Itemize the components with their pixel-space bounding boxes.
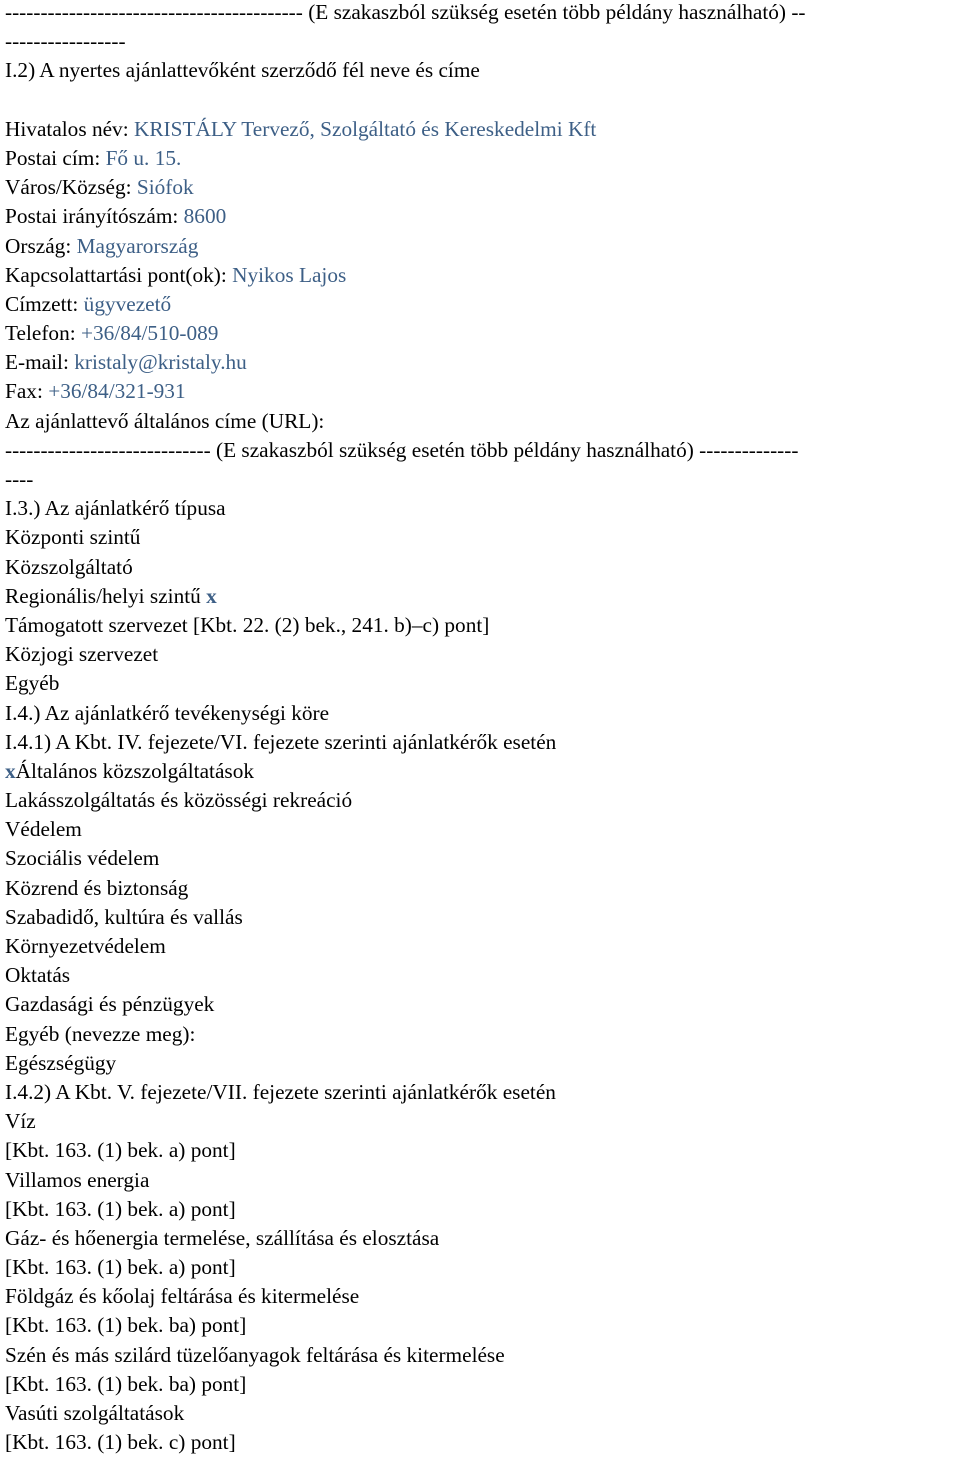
item-text: Központi szintű — [5, 525, 141, 550]
contracting-type-item — [5, 523, 957, 552]
field-url-label: Az ajánlattevő általános címe (URL): — [5, 408, 325, 433]
field-value: ügyvezető — [83, 291, 172, 316]
separator-line: ------------------------------------------ (E szakaszból szükség esetén több példány használható) -- — [5, 0, 806, 24]
field-label: E-mail: — [5, 350, 75, 375]
item-text: Általános közszolgáltatások — [15, 758, 254, 783]
contracting-type-item — [5, 640, 957, 669]
utility-activity-ref: [Kbt. 163. (1) bek. a) pont] — [5, 1138, 236, 1163]
activity-item: Egészségügy — [5, 1050, 117, 1075]
separator-line-continuation: ----------------- — [5, 29, 126, 54]
blank-line — [5, 86, 957, 115]
section-heading-i3: I.3.) Az ajánlatkérő típusa — [5, 496, 226, 521]
field-value: KRISTÁLY Tervező, Szolgáltató és Kereskedelmi Kft — [133, 116, 597, 141]
field-value: +36/84/321-931 — [48, 379, 186, 404]
activity-item: Közrend és biztonság — [5, 875, 189, 900]
activity-item: Szociális védelem — [5, 846, 160, 871]
utility-activity-name: Földgáz és kőolaj feltárása és kitermelése — [5, 1284, 360, 1309]
contracting-type-item-selected — [5, 582, 957, 611]
field-contact-point — [5, 261, 957, 290]
utility-activity-name: Gáz- és hőenergia termelése, szállítása és elosztása — [5, 1225, 440, 1250]
utility-activity-name: Víz — [5, 1109, 36, 1134]
document-page — [5, 0, 957, 1457]
section-heading-i4: I.4.) Az ajánlatkérő tevékenységi köre — [5, 700, 330, 725]
activity-item: Lakásszolgáltatás és közösségi rekreáció — [5, 788, 353, 813]
field-label: Város/Község: — [5, 175, 137, 200]
item-text: Támogatott szervezet [Kbt. 22. (2) bek., 241. b)–c) pont] — [5, 612, 490, 637]
field-label: Telefon: — [5, 321, 81, 346]
contracting-type-item — [5, 611, 957, 640]
utility-activity-name: Szén és más szilárd tüzelőanyagok feltárása és kitermelése — [5, 1342, 505, 1367]
item-text: Közjogi szervezet — [5, 642, 159, 667]
activity-item: Védelem — [5, 817, 82, 842]
subsection-heading-i42: I.4.2) A Kbt. V. fejezete/VII. fejezete szerinti ajánlatkérők esetén — [5, 1079, 556, 1104]
subsection-heading-i41: I.4.1) A Kbt. IV. fejezete/VI. fejezete szerinti ajánlatkérők esetén — [5, 729, 557, 754]
field-fax — [5, 377, 957, 406]
field-label: Ország: — [5, 233, 77, 258]
field-value: Siófok — [136, 175, 194, 200]
field-value: Magyarország — [76, 233, 199, 258]
item-text: Egyéb — [5, 671, 60, 696]
field-label: Fax: — [5, 379, 49, 404]
field-country — [5, 232, 957, 261]
field-label: Postai irányítószám: — [5, 204, 184, 229]
field-email — [5, 348, 957, 377]
field-value: Fő u. 15. — [105, 145, 182, 170]
item-text: Közszolgáltató — [5, 554, 133, 579]
utility-activity-ref: [Kbt. 163. (1) bek. c) pont] — [5, 1430, 236, 1455]
utility-activity-name: Vasúti szolgáltatások — [5, 1401, 185, 1425]
activity-item: Egyéb (nevezze meg): — [5, 1021, 196, 1046]
field-official-name — [5, 115, 957, 144]
field-value: Nyikos Lajos — [232, 262, 347, 287]
activity-item: Környezetvédelem — [5, 934, 166, 958]
field-value: +36/84/510-089 — [80, 321, 219, 346]
selected-mark: x — [206, 583, 217, 608]
utility-activity-ref: [Kbt. 163. (1) bek. ba) pont] — [5, 1371, 247, 1396]
utility-activity-ref: [Kbt. 163. (1) bek. a) pont] — [5, 1196, 236, 1221]
field-postal-code — [5, 202, 957, 231]
selected-mark: x — [5, 758, 16, 783]
field-addressee — [5, 290, 957, 319]
separator-line: ----------------------------- (E szakaszból szükség esetén több példány használható) -------------- — [5, 437, 799, 462]
field-city — [5, 173, 957, 202]
utility-activity-ref: [Kbt. 163. (1) bek. a) pont] — [5, 1255, 236, 1280]
utility-activity-ref: [Kbt. 163. (1) bek. ba) pont] — [5, 1313, 247, 1338]
field-label: Kapcsolattartási pont(ok): — [5, 262, 233, 287]
section-heading-i2: I.2) A nyertes ajánlattevőként szerződő fél neve és címe — [5, 58, 480, 83]
utility-activity-name: Villamos energia — [5, 1167, 150, 1192]
field-label: Postai cím: — [5, 145, 106, 170]
field-phone — [5, 319, 957, 348]
field-postal-address — [5, 144, 957, 173]
field-label: Címzett: — [5, 291, 84, 316]
separator-line-continuation: ---- — [5, 467, 34, 491]
activity-item: Oktatás — [5, 963, 71, 988]
contracting-type-item — [5, 669, 957, 698]
field-value: kristaly@kristaly.hu — [74, 350, 247, 375]
item-text: Regionális/helyi szintű — [5, 583, 207, 608]
contracting-type-item — [5, 553, 957, 582]
field-label: Hivatalos név: — [5, 116, 134, 141]
activity-item: Szabadidő, kultúra és vallás — [5, 904, 243, 929]
field-value: 8600 — [183, 204, 227, 229]
activity-item: Gazdasági és pénzügyek — [5, 992, 215, 1017]
activity-item-selected — [5, 757, 957, 786]
